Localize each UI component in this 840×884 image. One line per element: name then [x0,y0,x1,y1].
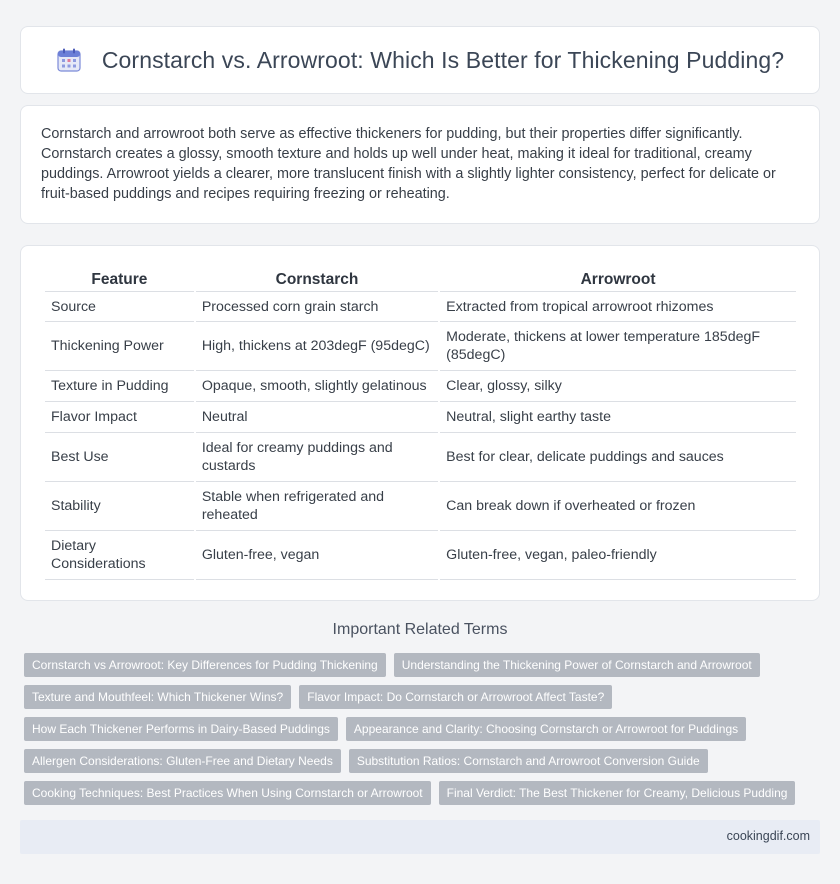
feature-cell: Flavor Impact [45,402,194,433]
related-tag[interactable]: Understanding the Thickening Power of Cornstarch and Arrowroot [394,653,760,677]
column-header-feature: Feature [45,266,194,292]
related-tag[interactable]: Flavor Impact: Do Cornstarch or Arrowroot Affect Taste? [299,685,612,709]
related-tag[interactable]: Cooking Techniques: Best Practices When Using Cornstarch or Arrowroot [24,781,431,805]
related-tag[interactable]: Allergen Considerations: Gluten-Free and Dietary Needs [24,749,341,773]
table-header-row [45,266,796,292]
feature-cell: Dietary Considerations [45,531,194,580]
related-tags-row [24,653,760,677]
arrowroot-cell: Moderate, thickens at lower temperature 185degF (85degC) [440,322,796,371]
column-header-arrowroot: Arrowroot [440,266,796,292]
table-row [45,531,796,580]
column-header-cornstarch: Cornstarch [196,266,438,292]
cornstarch-cell: Processed corn grain starch [196,292,438,322]
related-tag[interactable]: Final Verdict: The Best Thickener for Creamy, Delicious Pudding [439,781,796,805]
related-tags-row [24,717,746,741]
related-tags-row [24,749,708,773]
table-row [45,482,796,531]
table-row [45,402,796,433]
header-card [20,26,820,94]
arrowroot-cell: Can break down if overheated or frozen [440,482,796,531]
arrowroot-cell: Best for clear, delicate puddings and sauces [440,433,796,482]
intro-card [20,105,820,224]
feature-cell: Best Use [45,433,194,482]
cornstarch-cell: Ideal for creamy puddings and custards [196,433,438,482]
related-tag[interactable]: Substitution Ratios: Cornstarch and Arrowroot Conversion Guide [349,749,708,773]
table-row [45,322,796,371]
cornstarch-cell: Opaque, smooth, slightly gelatinous [196,371,438,402]
feature-cell: Stability [45,482,194,531]
cornstarch-cell: Stable when refrigerated and reheated [196,482,438,531]
arrowroot-cell: Clear, glossy, silky [440,371,796,402]
footer-site-link[interactable]: cookingdif.com [726,829,810,843]
comparison-table [43,266,798,580]
comparison-card [20,245,820,601]
feature-cell: Thickening Power [45,322,194,371]
arrowroot-cell: Extracted from tropical arrowroot rhizomes [440,292,796,322]
cornstarch-cell: High, thickens at 203degF (95degC) [196,322,438,371]
cornstarch-cell: Gluten-free, vegan [196,531,438,580]
table-row [45,433,796,482]
related-tags-row [24,781,795,805]
page-title: Cornstarch vs. Arrowroot: Which Is Better for Thickening Pudding? [101,46,785,73]
footer [20,820,820,854]
table-row [45,292,796,322]
header [56,47,784,74]
table-row [45,371,796,402]
related-tag[interactable]: Texture and Mouthfeel: Which Thickener Wins? [24,685,291,709]
related-terms-heading: Important Related Terms [332,621,508,638]
intro-paragraph: Cornstarch and arrowroot both serve as effective thickeners for pudding, but their properties differ significantly. Cornstarch creates a glossy, smooth texture and holds up well under heat, making it ideal for traditional, creamy puddings. Arrowroot yields a clearer, more translucent finish with a slightly lighter consistency, perfect for delicate or fruit-based puddings and recipes requiring freezing or reheating. [41,126,776,202]
related-tags-row [24,685,612,709]
feature-cell: Texture in Pudding [45,371,194,402]
related-tag[interactable]: Appearance and Clarity: Choosing Cornstarch or Arrowroot for Puddings [346,717,746,741]
feature-cell: Source [45,292,194,322]
cornstarch-cell: Neutral [196,402,438,433]
related-tag[interactable]: Cornstarch vs Arrowroot: Key Differences for Pudding Thickening [24,653,386,677]
arrowroot-cell: Neutral, slight earthy taste [440,402,796,433]
arrowroot-cell: Gluten-free, vegan, paleo-friendly [440,531,796,580]
related-tag[interactable]: How Each Thickener Performs in Dairy-Based Puddings [24,717,338,741]
calendar-icon [56,47,82,73]
